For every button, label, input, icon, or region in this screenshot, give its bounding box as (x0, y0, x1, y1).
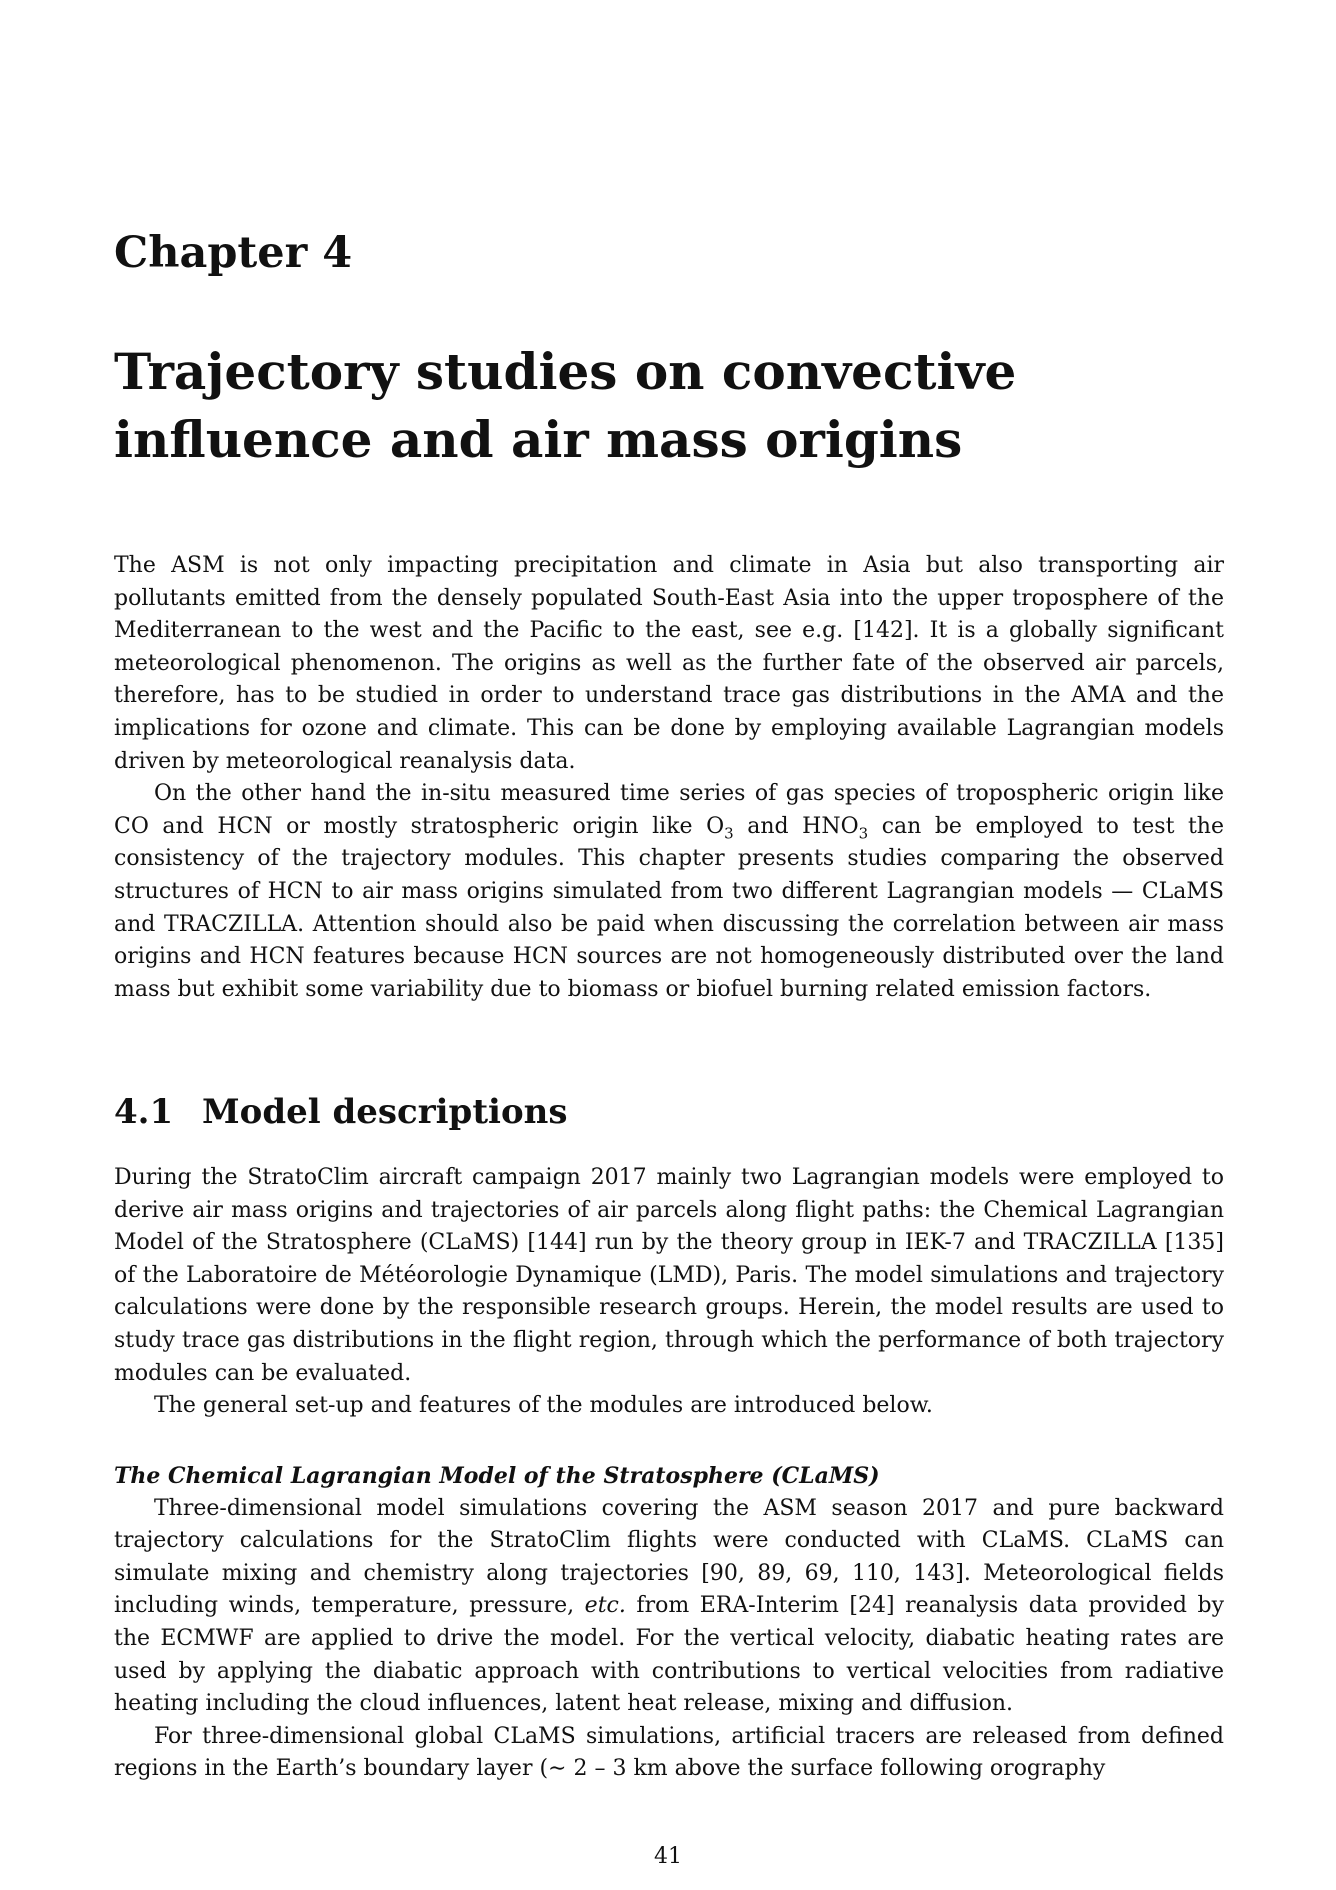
etc-italic: etc. (584, 1593, 626, 1619)
subsection-paragraph-1-part-a: Three-dimensional model simulations covering the ASM season 2017 and pure backward trajectory calculations for the StratoClim flights were conducted with CLaMS. CLaMS can simulate mixing and chemistry along trajectories [90, 89, 69, 110, 143]. Meteorological fields including winds, temperature, pressure, (114, 1495, 1224, 1619)
intro-paragraph-2 (114, 778, 1224, 1006)
section-paragraph-1: During the StratoClim aircraft campaign 2017 mainly two Lagrangian models were employed to derive air mass origins and trajectories of air parcels along flight paths: the Chemical Lagrangian Model of the Stratosphere (CLaMS) [144] run by the theory group in IEK-7 and TRACZILLA [135] of the Laboratoire de Météorologie Dynamique (LMD), Paris. The model simulations and trajectory calculations were done by the responsible research groups. Herein, the model results are used to study trace gas distributions in the flight region, through which the performance of both trajectory modules can be evaluated. (114, 1165, 1224, 1386)
intro-paragraph-2-part-a: On the other hand the in-situ measured time series of gas species of tropospheric origin like CO and HCN or mostly stratospheric origin like O (114, 781, 1224, 839)
intro-paragraph-2-part-b: and HNO (733, 813, 859, 839)
chapter-label: Chapter 4 (114, 228, 353, 278)
intro-paragraph-2-part-c: can be employed to test the consistency of the trajectory modules. This chapter presents studies comparing the observed structures of HCN to air mass origins simulated from two different Lagrangian models — CLaMS and TRACZILLA. Attention should also be paid when discussing the correlation between air mass origins and HCN features because HCN sources are not homogeneously distributed over the land mass but exhibit some variability due to biomass or biofuel burning related emission factors. (114, 813, 1224, 1002)
section-heading (114, 1092, 567, 1132)
ozone-subscript: 3 (724, 824, 734, 843)
page-number: 41 (654, 1844, 682, 1869)
intro-text (114, 550, 1224, 1006)
subsection-paragraph-2: For three-dimensional global CLaMS simulations, artificial tracers are released from defined regions in the Earth’s boundary layer (∼ 2 – 3 km above the surface following orography (114, 1723, 1224, 1782)
section-text (114, 1162, 1224, 1423)
subsection-text (114, 1460, 1224, 1786)
section-paragraph-2: The general set-up and features of the modules are introduced below. (154, 1393, 933, 1419)
subsection-paragraph-1-part-b: from ERA-Interim [24] reanalysis data provided by the ECMWF are applied to drive the model. For the vertical velocity, diabatic heating rates are used by applying the diabatic approach with contributions to vertical velocities from radiative heating including the cloud influences, latent heat release, mixing and diffusion. (114, 1593, 1225, 1717)
subsection-paragraph-1 (114, 1493, 1224, 1721)
subsection-heading: The Chemical Lagrangian Model of the Stratosphere (CLaMS) (114, 1463, 880, 1489)
intro-paragraph-1: The ASM is not only impacting precipitation and climate in Asia but also transporting air pollutants emitted from the densely populated South-East Asia into the upper troposphere of the Mediterranean to the west and the Pacific to the east, see e.g. [142]. It is a globally significant meteorological phenomenon. The origins as well as the further fate of the observed air parcels, therefore, has to be studied in order to understand trace gas distributions in the AMA and the implications for ozone and climate. This can be done by employing available Lagrangian models driven by meteorological reanalysis data. (114, 553, 1224, 774)
hno3-subscript: 3 (858, 824, 869, 843)
chapter-title: Trajectory studies on convective influence and air mass origins (114, 342, 1017, 469)
section-title: Model descriptions (202, 1092, 568, 1132)
section-number: 4.1 (114, 1092, 174, 1132)
